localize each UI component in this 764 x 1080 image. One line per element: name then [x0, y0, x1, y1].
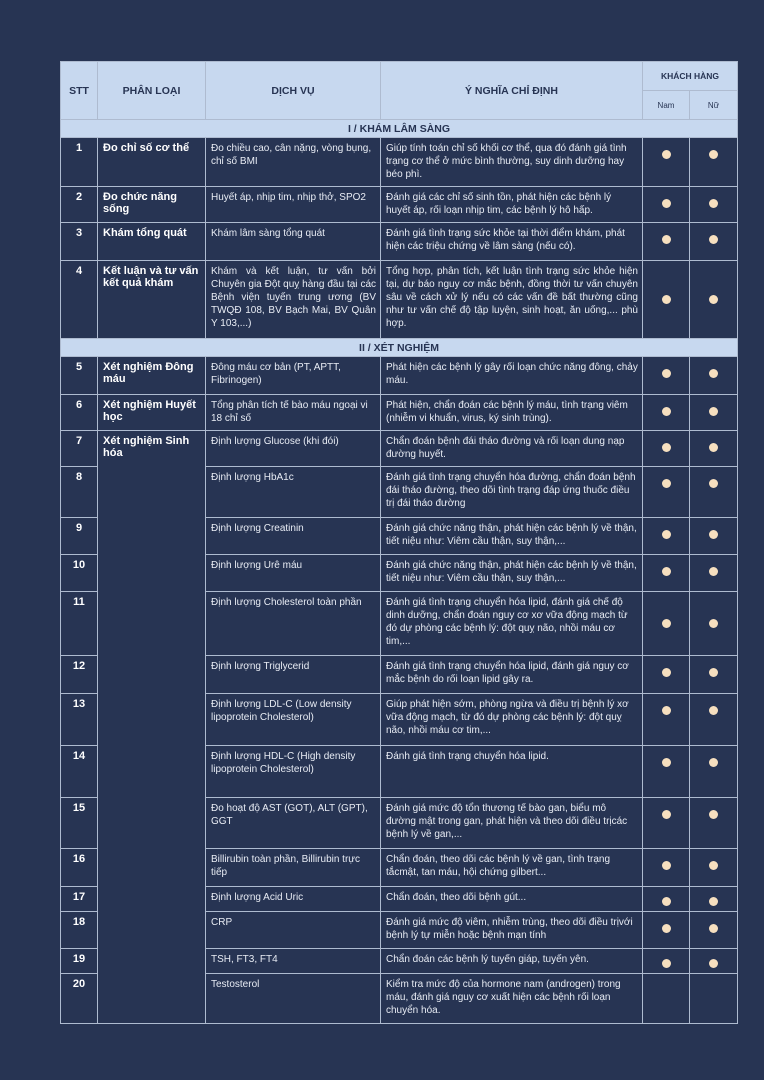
- table-row: [61, 555, 738, 592]
- stt-cell: 18: [61, 912, 98, 949]
- male-cell: [643, 187, 690, 223]
- female-cell: [690, 887, 738, 912]
- service-table: [60, 61, 738, 1024]
- service-cell: Đo hoạt độ AST (GOT), ALT (GPT), GGT: [206, 798, 381, 849]
- male-cell: [643, 974, 690, 1024]
- male-cell: [643, 555, 690, 592]
- header-female: Nữ: [690, 91, 738, 120]
- stt-cell: 1: [61, 138, 98, 187]
- stt-cell: 7: [61, 431, 98, 467]
- meaning-cell: Đánh giá tình trạng sức khỏe tại thời điểm khám, phát hiện các triệu chứng về lâm sàng (nếu có).: [381, 223, 643, 261]
- category-cell: [98, 656, 206, 694]
- section-title: I / KHÁM LÂM SÀNG: [61, 120, 738, 138]
- section-title: II / XÉT NGHIỆM: [61, 339, 738, 357]
- female-dot-icon: [709, 369, 718, 378]
- female-cell: [690, 746, 738, 798]
- stt-cell: 8: [61, 467, 98, 518]
- male-dot-icon: [662, 959, 671, 968]
- meaning-cell: Phát hiện các bệnh lý gây rối loạn chức năng đông, chảy máu.: [381, 357, 643, 395]
- male-dot-icon: [662, 810, 671, 819]
- service-cell: Định lượng LDL-C (Low density lipoprotein Cholesterol): [206, 694, 381, 746]
- male-dot-icon: [662, 619, 671, 628]
- category-cell: Xét nghiệm Huyết học: [98, 395, 206, 431]
- service-cell: Đo chiều cao, cân nặng, vòng bụng, chỉ số BMI: [206, 138, 381, 187]
- meaning-cell: Chẩn đoán các bệnh lý tuyến giáp, tuyến yên.: [381, 949, 643, 974]
- male-cell: [643, 138, 690, 187]
- header-meaning: Ý NGHĨA CHỈ ĐỊNH: [381, 62, 643, 120]
- category-cell: Khám tổng quát: [98, 223, 206, 261]
- stt-cell: 20: [61, 974, 98, 1024]
- service-cell: Định lượng Cholesterol toàn phần: [206, 592, 381, 656]
- table-row: [61, 223, 738, 261]
- female-dot-icon: [709, 897, 718, 906]
- category-cell: [98, 887, 206, 912]
- male-cell: [643, 223, 690, 261]
- female-dot-icon: [709, 530, 718, 539]
- female-dot-icon: [709, 706, 718, 715]
- header-service: DỊCH VỤ: [206, 62, 381, 120]
- female-dot-icon: [709, 235, 718, 244]
- stt-cell: 6: [61, 395, 98, 431]
- stt-cell: 5: [61, 357, 98, 395]
- male-dot-icon: [662, 706, 671, 715]
- section-row: [61, 339, 738, 357]
- meaning-cell: Đánh giá mức độ tổn thương tế bào gan, biểu mô đường mật trong gan, phát hiện và theo dõi điều trịcác bệnh lý về gan,...: [381, 798, 643, 849]
- table-row: [61, 592, 738, 656]
- service-cell: Testosterol: [206, 974, 381, 1024]
- meaning-cell: Đánh giá mức độ viêm, nhiễm trùng, theo dõi điều trịvới bệnh lý tự miễn hoặc bệnh mạn tính: [381, 912, 643, 949]
- male-cell: [643, 395, 690, 431]
- header-stt: STT: [61, 62, 98, 120]
- female-dot-icon: [709, 407, 718, 416]
- category-cell: Đo chỉ số cơ thể: [98, 138, 206, 187]
- male-dot-icon: [662, 295, 671, 304]
- service-cell: Khám lâm sàng tổng quát: [206, 223, 381, 261]
- male-dot-icon: [662, 861, 671, 870]
- section-row: [61, 120, 738, 138]
- male-cell: [643, 746, 690, 798]
- female-cell: [690, 694, 738, 746]
- female-cell: [690, 261, 738, 339]
- table-row: [61, 656, 738, 694]
- female-cell: [690, 138, 738, 187]
- meaning-cell: Giúp phát hiện sớm, phòng ngừa và điều trị bệnh lý xơ vữa động mạch, từ đó dự phòng các bệnh lý: đột quỵ não, nhồi máu cơ tim,...: [381, 694, 643, 746]
- table-row: [61, 912, 738, 949]
- male-cell: [643, 467, 690, 518]
- stt-cell: 2: [61, 187, 98, 223]
- female-dot-icon: [709, 567, 718, 576]
- female-cell: [690, 395, 738, 431]
- stt-cell: 12: [61, 656, 98, 694]
- male-dot-icon: [662, 407, 671, 416]
- table-row: [61, 467, 738, 518]
- table-row: [61, 518, 738, 555]
- service-cell: Định lượng Urê máu: [206, 555, 381, 592]
- male-dot-icon: [662, 479, 671, 488]
- male-cell: [643, 656, 690, 694]
- male-dot-icon: [662, 235, 671, 244]
- category-cell: [98, 592, 206, 656]
- category-cell: [98, 798, 206, 849]
- service-cell: Huyết áp, nhịp tim, nhịp thở, SPO2: [206, 187, 381, 223]
- service-cell: Định lượng Creatinin: [206, 518, 381, 555]
- male-cell: [643, 694, 690, 746]
- table-row: [61, 887, 738, 912]
- female-cell: [690, 656, 738, 694]
- female-cell: [690, 555, 738, 592]
- category-cell: Xét nghiệm Đông máu: [98, 357, 206, 395]
- female-dot-icon: [709, 199, 718, 208]
- service-cell: Tổng phân tích tế bào máu ngoại vi 18 chỉ số: [206, 395, 381, 431]
- female-dot-icon: [709, 150, 718, 159]
- category-cell: [98, 518, 206, 555]
- service-table-container: [60, 61, 737, 1024]
- stt-cell: 10: [61, 555, 98, 592]
- male-dot-icon: [662, 369, 671, 378]
- stt-cell: 9: [61, 518, 98, 555]
- table-row: [61, 187, 738, 223]
- meaning-cell: Chẩn đoán, theo dõi các bệnh lý về gan, tình trạng tắcmật, tan máu, hội chứng gilbert...: [381, 849, 643, 887]
- table-row: [61, 357, 738, 395]
- female-dot-icon: [709, 810, 718, 819]
- meaning-cell: Chẩn đoán, theo dõi bệnh gút...: [381, 887, 643, 912]
- service-cell: Định lượng Glucose (khi đói): [206, 431, 381, 467]
- category-cell: Xét nghiệm Sinh hóa: [98, 431, 206, 467]
- female-cell: [690, 949, 738, 974]
- stt-cell: 11: [61, 592, 98, 656]
- male-cell: [643, 798, 690, 849]
- male-dot-icon: [662, 758, 671, 767]
- female-cell: [690, 798, 738, 849]
- table-row: [61, 798, 738, 849]
- table-row: [61, 746, 738, 798]
- male-dot-icon: [662, 443, 671, 452]
- female-dot-icon: [709, 924, 718, 933]
- service-cell: Định lượng HbA1c: [206, 467, 381, 518]
- female-cell: [690, 431, 738, 467]
- header-category: PHÂN LOẠI: [98, 62, 206, 120]
- table-row: [61, 849, 738, 887]
- female-dot-icon: [709, 479, 718, 488]
- category-cell: [98, 949, 206, 974]
- meaning-cell: Đánh giá tình trạng chuyển hóa lipid, đánh giá nguy cơ mắc bệnh do rối loạn lipid gây ra.: [381, 656, 643, 694]
- category-cell: Đo chức năng sống: [98, 187, 206, 223]
- female-dot-icon: [709, 668, 718, 677]
- table-row: [61, 694, 738, 746]
- category-cell: [98, 912, 206, 949]
- female-cell: [690, 187, 738, 223]
- stt-cell: 3: [61, 223, 98, 261]
- male-dot-icon: [662, 530, 671, 539]
- male-cell: [643, 261, 690, 339]
- female-cell: [690, 912, 738, 949]
- male-dot-icon: [662, 924, 671, 933]
- category-cell: [98, 694, 206, 746]
- service-cell: Định lượng Acid Uric: [206, 887, 381, 912]
- female-dot-icon: [709, 295, 718, 304]
- stt-cell: 13: [61, 694, 98, 746]
- meaning-cell: Đánh giá chức năng thận, phát hiện các bệnh lý về thận, tiết niệu như: Viêm cầu thận, suy thận,...: [381, 518, 643, 555]
- female-cell: [690, 849, 738, 887]
- female-cell: [690, 467, 738, 518]
- female-dot-icon: [709, 443, 718, 452]
- category-cell: [98, 555, 206, 592]
- service-cell: Định lượng Triglycerid: [206, 656, 381, 694]
- service-cell: TSH, FT3, FT4: [206, 949, 381, 974]
- male-dot-icon: [662, 150, 671, 159]
- male-cell: [643, 357, 690, 395]
- meaning-cell: Đánh giá chức năng thận, phát hiện các bệnh lý về thận, tiết niệu như: Viêm cầu thận, suy thận,...: [381, 555, 643, 592]
- table-row: [61, 261, 738, 339]
- male-cell: [643, 518, 690, 555]
- female-cell: [690, 223, 738, 261]
- category-cell: [98, 849, 206, 887]
- category-cell: [98, 746, 206, 798]
- meaning-cell: Phát hiện, chẩn đoán các bệnh lý máu, tình trạng viêm (nhiễm vi khuẩn, virus, ký sinh trùng).: [381, 395, 643, 431]
- stt-cell: 19: [61, 949, 98, 974]
- male-cell: [643, 592, 690, 656]
- female-cell: [690, 357, 738, 395]
- table-row: [61, 974, 738, 1024]
- service-cell: Đông máu cơ bản (PT, APTT, Fibrinogen): [206, 357, 381, 395]
- meaning-cell: Giúp tính toán chỉ số khối cơ thể, qua đó đánh giá tình trạng cơ thể ở mức bình thường, suy dinh dưỡng hay béo phì.: [381, 138, 643, 187]
- stt-cell: 4: [61, 261, 98, 339]
- service-cell: Billirubin toàn phần, Billirubin trực tiếp: [206, 849, 381, 887]
- meaning-cell: Đánh giá tình trạng chuyển hóa đường, chẩn đoán bệnh đái tháo đường, theo dõi tình trạng đáp ứng thuốc điều trị đái tháo đường: [381, 467, 643, 518]
- table-row: [61, 431, 738, 467]
- meaning-cell: Tổng hợp, phân tích, kết luận tình trạng sức khỏe hiện tại, dự báo nguy cơ mắc bệnh, đồng thời tư vấn chuyên sâu về cách xử lý nếu có các vấn đề bất thường cũng như tư vấn chế độ tập luyện, sinh hoạt, ăn uống,... phù hợp.: [381, 261, 643, 339]
- meaning-cell: Chẩn đoán bệnh đái tháo đường và rối loạn dung nạp đường huyết.: [381, 431, 643, 467]
- table-row: [61, 395, 738, 431]
- male-cell: [643, 949, 690, 974]
- female-cell: [690, 518, 738, 555]
- category-cell: [98, 974, 206, 1024]
- stt-cell: 17: [61, 887, 98, 912]
- header-customer: KHÁCH HÀNG: [643, 62, 738, 91]
- meaning-cell: Kiểm tra mức độ của hormone nam (androgen) trong máu, đánh giá nguy cơ xuất hiện các bệnh rối loạn chuyển hóa.: [381, 974, 643, 1024]
- table-row: [61, 949, 738, 974]
- female-dot-icon: [709, 619, 718, 628]
- female-dot-icon: [709, 758, 718, 767]
- male-cell: [643, 431, 690, 467]
- male-cell: [643, 887, 690, 912]
- female-dot-icon: [709, 959, 718, 968]
- male-dot-icon: [662, 897, 671, 906]
- stt-cell: 16: [61, 849, 98, 887]
- service-cell: Định lượng HDL-C (High density lipoprotein Cholesterol): [206, 746, 381, 798]
- male-dot-icon: [662, 567, 671, 576]
- header-male: Nam: [643, 91, 690, 120]
- table-row: [61, 138, 738, 187]
- male-cell: [643, 849, 690, 887]
- male-dot-icon: [662, 199, 671, 208]
- female-dot-icon: [709, 861, 718, 870]
- male-cell: [643, 912, 690, 949]
- category-cell: Kết luận và tư vấn kết quả khám: [98, 261, 206, 339]
- meaning-cell: Đánh giá tình trạng chuyển hóa lipid.: [381, 746, 643, 798]
- stt-cell: 14: [61, 746, 98, 798]
- category-cell: [98, 467, 206, 518]
- meaning-cell: Đánh giá tình trạng chuyển hóa lipid, đánh giá chế độ dinh dưỡng, chẩn đoán nguy cơ xơ vữa động mạch từ đó dự phòng các bệnh lý: đột quỵ não, nhồi máu cơ tim,...: [381, 592, 643, 656]
- service-cell: Khám và kết luận, tư vấn bởi Chuyên gia Đột quỵ hàng đầu tại các Bệnh viện tuyến trung ương (BV TWQĐ 108, BV Bạch Mai, BV Quân Y 103,...): [206, 261, 381, 339]
- meaning-cell: Đánh giá các chỉ số sinh tồn, phát hiện các bệnh lý huyết áp, rối loạn nhịp tim, các bệnh lý hô hấp.: [381, 187, 643, 223]
- service-cell: CRP: [206, 912, 381, 949]
- female-cell: [690, 592, 738, 656]
- stt-cell: 15: [61, 798, 98, 849]
- male-dot-icon: [662, 668, 671, 677]
- female-cell: [690, 974, 738, 1024]
